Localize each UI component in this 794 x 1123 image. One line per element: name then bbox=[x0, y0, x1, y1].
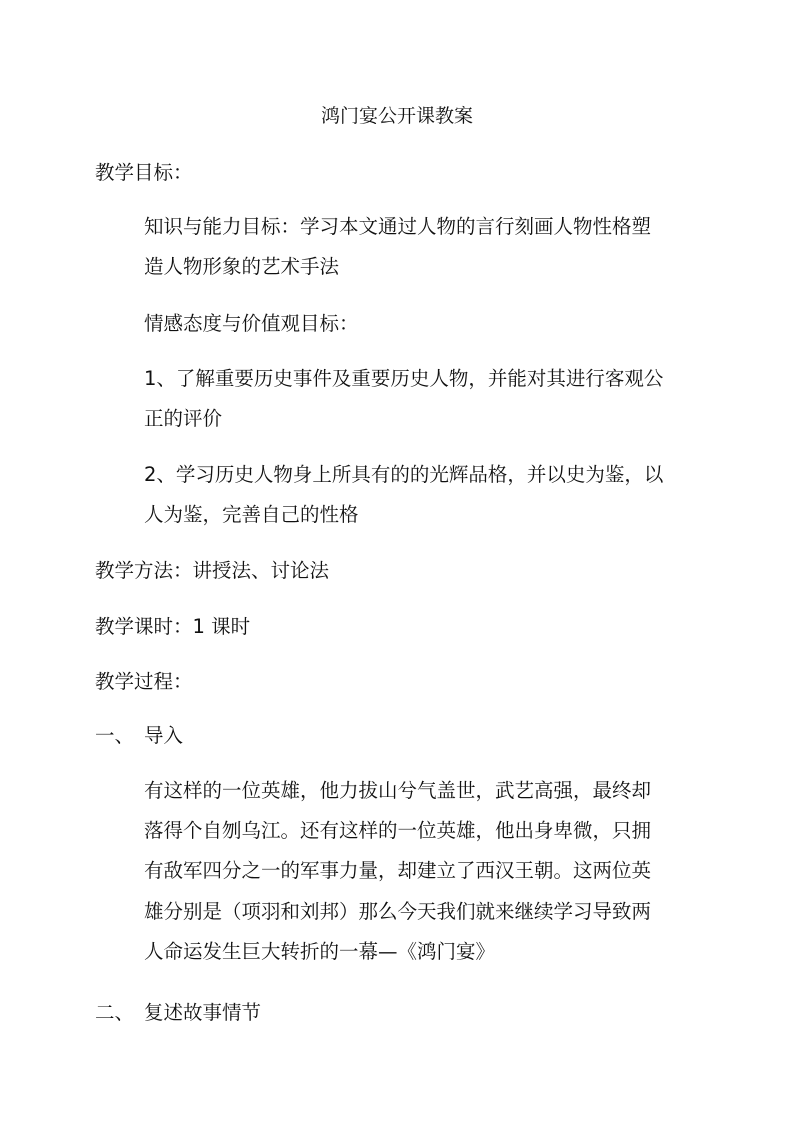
intro-line-3: 有敌军四分之一的军事力量，却建立了西汉王朝。这两位英 bbox=[144, 859, 652, 882]
intro-line-1: 有这样的一位英雄，他力拔山兮气盖世，武艺高强，最终却 bbox=[144, 779, 652, 802]
objective-knowledge-line-1: 知识与能力目标：学习本文通过人物的言行刻画人物性格塑 bbox=[144, 215, 652, 238]
section-1-title: 导入 bbox=[144, 724, 184, 747]
intro-line-4: 雄分别是（项羽和刘邦）那么今天我们就来继续学习导致两 bbox=[144, 900, 652, 923]
teaching-hours: 教学课时：1 课时 bbox=[95, 615, 251, 638]
emotion-item-1-line-1: 1、了解重要历史事件及重要历史人物，并能对其进行客观公 bbox=[144, 367, 664, 390]
section-1-heading bbox=[95, 723, 183, 749]
intro-line-5: 人命运发生巨大转折的一幕—《鸿门宴》 bbox=[144, 940, 496, 963]
objective-knowledge-line-2: 造人物形象的艺术手法 bbox=[144, 255, 340, 278]
process-heading: 教学过程： bbox=[95, 670, 193, 693]
emotion-item-2-line-1: 2、学习历史人物身上所具有的的光辉品格，并以史为鉴，以 bbox=[144, 463, 664, 486]
document-title: 鸿门宴公开课教案 bbox=[320, 105, 473, 127]
objectives-heading: 教学目标： bbox=[95, 161, 193, 184]
objective-emotion-heading: 情感态度与价值观目标： bbox=[144, 312, 359, 335]
section-2-heading bbox=[95, 1000, 261, 1026]
section-1-marker: 一、 bbox=[95, 724, 135, 747]
emotion-item-2-line-2: 人为鉴，完善自己的性格 bbox=[144, 503, 359, 526]
teaching-method: 教学方法：讲授法、讨论法 bbox=[95, 559, 330, 582]
intro-line-2: 落得个自刎乌江。还有这样的一位英雄，他出身卑微，只拥 bbox=[144, 819, 652, 842]
section-2-marker: 二、 bbox=[95, 1001, 135, 1024]
section-2-title: 复述故事情节 bbox=[144, 1001, 262, 1024]
emotion-item-1-line-2: 正的评价 bbox=[144, 407, 223, 430]
